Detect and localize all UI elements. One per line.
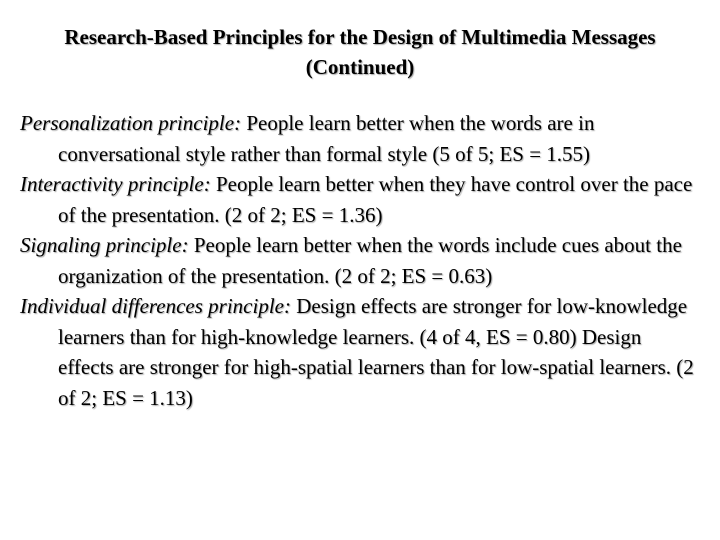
principle-individual-differences [20,291,700,413]
principle-term: Individual differences principle: [20,294,291,318]
slide-title-line-2: (Continued) [305,55,415,79]
principle-term: Personalization principle: [20,111,242,135]
principle-text: Design effects are stronger for low-knowledge learners than for high-knowledge learners. (4 of 4, ES = 0.80) Design effects are stronger for high-spatial learners than for low-spatial learners. (2 of 2; ES = 1.13) [58,294,694,410]
slide-title-line-1: Research-Based Principles for the Design of Multimedia Messages [64,25,656,49]
principle-text: People learn better when they have control over the pace of the presentation. (2 of 2; ES = 1.36) [58,172,693,227]
principle-term: Interactivity principle: [20,172,211,196]
principle-text: People learn better when the words include cues about the organization of the presentation. (2 of 2; ES = 0.63) [58,233,682,288]
principle-interactivity [20,169,700,230]
principle-text: People learn better when the words are in conversational style rather than formal style (5 of 5; ES = 1.55) [58,111,595,166]
slide-title [10,22,710,82]
principle-term: Signaling principle: [20,233,189,257]
slide-body [20,108,700,413]
principle-signaling [20,230,700,291]
principle-personalization [20,108,700,169]
